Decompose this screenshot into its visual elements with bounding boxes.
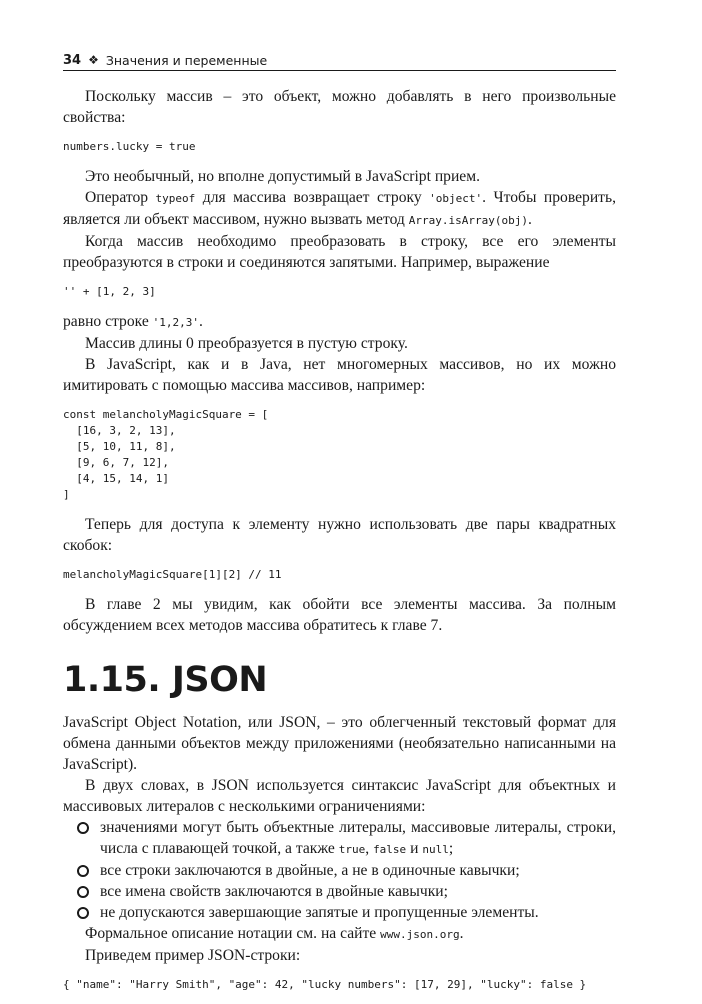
page-content [63,86,616,1004]
section-heading: 1.15. JSON [63,660,268,700]
paragraph: Формальное описание нотации см. на сайте www.json.org. [85,925,464,942]
running-head [63,50,616,71]
paragraph: Это необычный, но вполне допустимый в JavaScript прием. [85,168,480,185]
paragraph: Оператор typeof для массива возвращает строку 'object'. Чтобы проверить, является ли объект массивом, нужно вызвать метод Array.isArray(obj). [63,189,617,228]
code-block: numbers.lucky = true [63,140,196,153]
inline-code: www.json.org [380,928,460,941]
paragraph: В двух словах, в JSON используется синтаксис JavaScript для объектных и массивовых литералов с несколькими ограничениями: [63,777,616,815]
chapter-title: Значения и переменные [105,52,268,68]
circle-bullet-icon [77,865,89,877]
paragraph: Массив длины 0 преобразуется в пустую строку. [85,335,408,352]
paragraph: Приведем пример JSON-строки: [85,947,301,964]
paragraph: равно строке '1,2,3'. [63,313,203,330]
circle-bullet-icon [77,822,89,834]
paragraph: В JavaScript, как и в Java, нет многомерных массивов, но их можно имитировать с помощью массива массивов, например: [63,356,616,394]
ornament-icon: ❖ [88,53,99,67]
inline-code: 'object' [429,192,483,205]
code-block: { "name": "Harry Smith", "age": 42, "lucky numbers": [17, 29], "lucky": false } [63,978,587,991]
inline-code: null [422,843,449,856]
circle-bullet-icon [77,886,89,898]
inline-code: Array.isArray(obj) [408,214,528,227]
inline-code: true [338,843,366,856]
list-item: не допускаются завершающие запятые и пропущенные элементы. [63,902,616,923]
inline-code: '1,2,3' [152,316,200,329]
book-page [63,0,616,1000]
bullet-list [63,817,616,923]
inline-code: false [373,843,407,856]
list-item: все имена свойств заключаются в двойные кавычки; [63,881,616,902]
list-item: все строки заключаются в двойные, а не в одиночные кавычки; [63,860,616,881]
paragraph: В главе 2 мы увидим, как обойти все элементы массива. За полным обсуждением всех методов массива обратитесь к главе 7. [63,596,616,634]
code-block: const melancholyMagicSquare = [ [16, 3, 2, 13], [5, 10, 11, 8], [9, 6, 7, 12], [4, 15, 14, 1] ] [63,408,269,501]
code-block: '' + [1, 2, 3] [63,285,156,298]
paragraph: Когда массив необходимо преобразовать в строку, все его элементы преобразуются в строки и соединяются запятыми. Например, выражение [63,233,616,271]
page-number: 34 [63,52,82,68]
list-item: значениями могут быть объектные литералы, массивовые литералы, строки, числа с плавающей точкой, а также true, false и null; [63,817,616,860]
paragraph: Теперь для доступа к элементу нужно использовать две пары квадратных скобок: [63,516,616,554]
paragraph: Поскольку массив – это объект, можно добавлять в него произвольные свойства: [63,88,616,126]
inline-code: typeof [155,192,196,205]
paragraph: JavaScript Object Notation, или JSON, – это облегченный текстовый формат для обмена данными объектов между приложениями (необязательно написанными на JavaScript). [63,714,616,773]
circle-bullet-icon [77,907,89,919]
code-block: melancholyMagicSquare[1][2] // 11 [63,568,282,581]
